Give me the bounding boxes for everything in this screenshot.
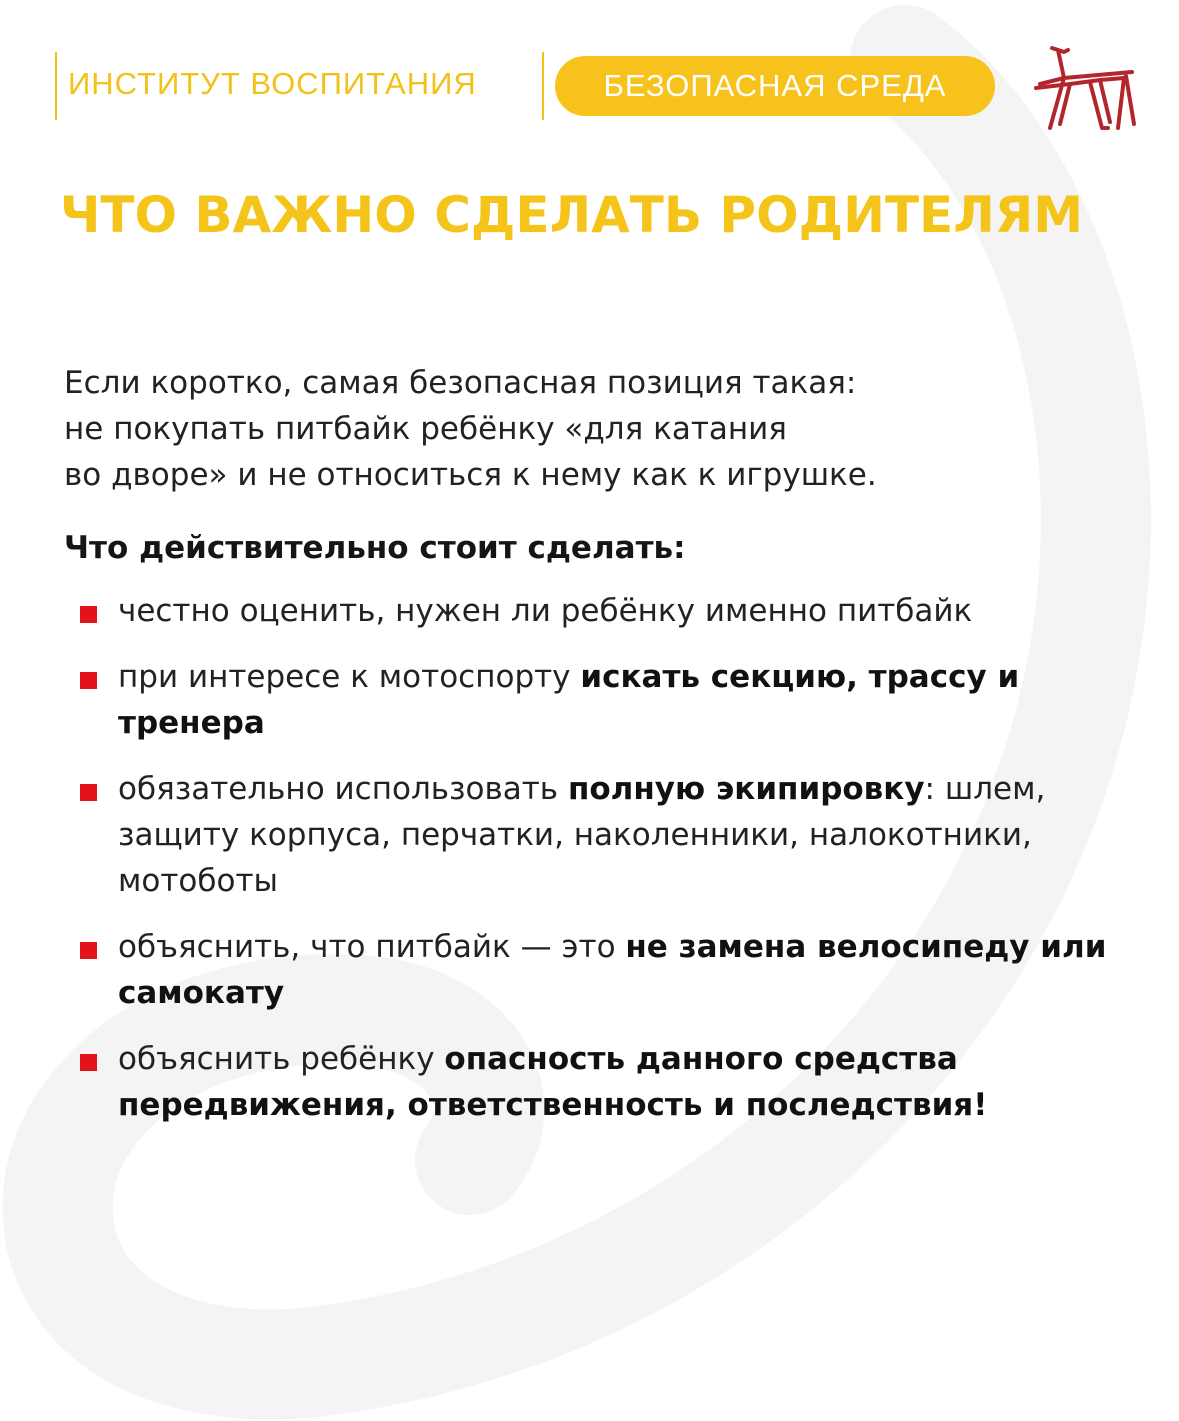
- item-emphasis: полную экипировку: [567, 771, 925, 807]
- main-content: [64, 360, 1124, 1148]
- intro-line: Если коротко, самая безопасная позиция такая:: [64, 365, 857, 401]
- list-item: [64, 654, 1124, 746]
- intro-paragraph: [64, 360, 1124, 498]
- item-emphasis: искать секцию, трассу и тренера: [118, 659, 1020, 741]
- intro-line: не покупать питбайк ребёнку «для катания: [64, 411, 787, 447]
- item-text: обязательно использовать: [118, 771, 568, 807]
- list-item: [64, 1036, 1124, 1128]
- item-text-continued: : шлем, защиту корпуса, перчатки, наколенники, налокотники, мотоботы: [118, 771, 1046, 899]
- intro-line: во дворе» и не относиться к нему как к игрушке.: [64, 457, 877, 493]
- item-emphasis: не замена велосипеду или самокату: [118, 929, 1107, 1011]
- category-badge: БЕЗОПАСНАЯ СРЕДА: [555, 56, 995, 116]
- item-text: объяснить, что питбайк — это: [118, 929, 626, 965]
- item-emphasis: опасность данного средства передвижения, ответственность и последствия!: [118, 1041, 988, 1123]
- red-square-bullet-icon: [80, 1054, 97, 1071]
- header: [0, 0, 1179, 160]
- horse-logo-icon: [1030, 44, 1140, 136]
- list-item: [64, 766, 1124, 904]
- header-divider: [55, 52, 57, 120]
- list-item: [64, 924, 1124, 1016]
- recommendation-list: [64, 588, 1124, 1128]
- section-subheading: Что действительно стоит сделать:: [64, 530, 686, 566]
- item-text: при интересе к мотоспорту: [118, 659, 581, 695]
- page-title: ЧТО ВАЖНО СДЕЛАТЬ РОДИТЕЛЯМ: [60, 186, 1083, 244]
- red-square-bullet-icon: [80, 672, 97, 689]
- red-square-bullet-icon: [80, 606, 97, 623]
- list-item: [64, 588, 1124, 634]
- item-text: честно оценить, нужен ли ребёнку именно питбайк: [118, 593, 973, 629]
- red-square-bullet-icon: [80, 942, 97, 959]
- red-square-bullet-icon: [80, 784, 97, 801]
- item-text: объяснить ребёнку: [118, 1041, 445, 1077]
- header-divider: [542, 52, 544, 120]
- institute-name: ИНСТИТУТ ВОСПИТАНИЯ: [68, 66, 477, 101]
